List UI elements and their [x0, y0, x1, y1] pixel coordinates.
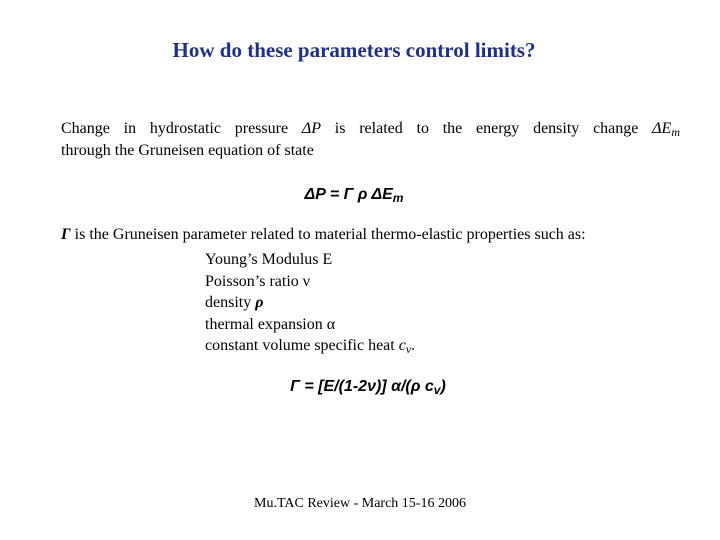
intro-line-1: [61, 118, 680, 140]
property-list: [205, 249, 415, 357]
gamma-description: [61, 226, 586, 244]
delta-e-symbol: $\Delta E_m$: [652, 120, 680, 139]
slide-title: How do these parameters control limits?: [172, 38, 536, 62]
property-density: density ρ: [205, 294, 264, 311]
equation-gruneisen: Γ = [E/(1-2ν)] α/(ρ $c_v$): [290, 378, 446, 397]
intro-paragraph: [61, 118, 680, 162]
intro-line-2: through the Gruneisen equation of state: [61, 142, 314, 159]
property-specific-heat: constant volume specific heat $c_v$.: [205, 337, 416, 356]
gamma-text: is the Gruneisen parameter related to material thermo-elastic properties such as:: [70, 226, 586, 243]
property-thermal-expansion: thermal expansion α: [205, 315, 336, 333]
intro-text-1: Change in hydrostatic pressure: [61, 120, 302, 137]
property-youngs-modulus: Young’s Modulus E: [205, 251, 333, 268]
property-poisson-ratio: Poisson’s ratio ν: [205, 272, 311, 290]
gamma-symbol: Γ: [61, 226, 71, 243]
intro-text-2: is related to the energy density change: [321, 120, 653, 137]
footer-text: Mu.TAC Review - March 15-16 2006: [254, 496, 466, 511]
delta-p-symbol: ΔP: [301, 120, 321, 137]
equation-pressure: ΔP = Γ ρ $\Delta E_m$: [304, 186, 404, 205]
